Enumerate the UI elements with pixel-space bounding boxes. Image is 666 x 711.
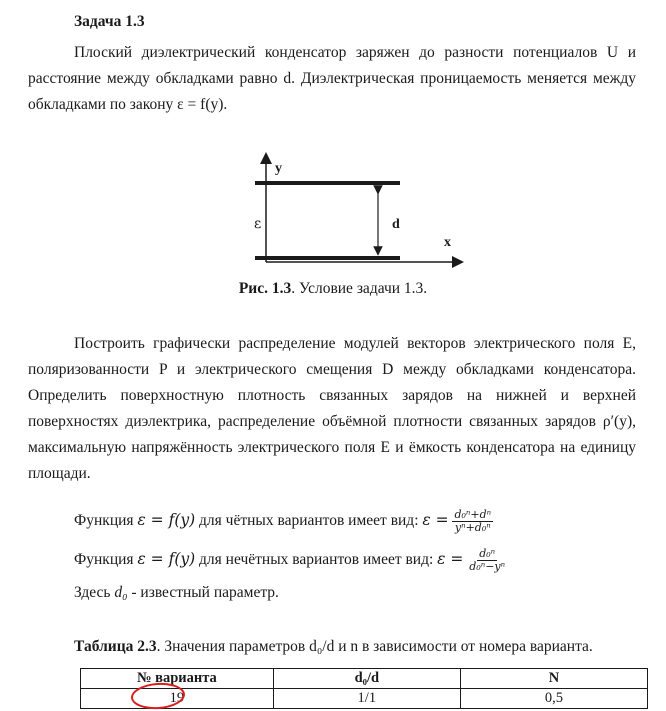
even-function-line: Функция ε = f(y) для чётных вариантов имеет вид: ε = $\frac{\text{d₀ⁿ+dⁿ}}{\text{yⁿ+d₀ⁿ}}$	[74, 508, 492, 534]
here-note: Здесь d₀ - известный параметр.	[74, 584, 279, 601]
y-axis-label: y	[275, 161, 282, 176]
distance-label: d	[392, 217, 400, 232]
intro-text: Плоский диэлектрический конденсатор заряжен до разности потенциалов U и расстояние между обкладками равно d. Диэлектрическая проницаемость меняется между обкладками по закону ε = f(y).	[28, 44, 636, 113]
cell-variant: 19	[81, 689, 274, 709]
cell-d0-d: 1/1	[273, 689, 460, 709]
capacitor-figure	[230, 150, 470, 275]
table-label: Таблица 2.3	[74, 638, 157, 655]
intro-paragraph	[28, 40, 636, 118]
even-formula: ε = f(y)	[137, 511, 196, 530]
task-text: Построить графически распределение модулей векторов электрического поля E, поляризованности P и электрического смещения D между обкладками конденсатора. Определить поверхностную плотность связанных зарядов на нижней и верхней поверхностях диэлектрика, распределение объёмной плотности связанных зарядов ρ′(y), максимальную напряжённость электрического поля E и ёмкость конденсатора на единицу площади.	[28, 335, 636, 482]
caption-text: . Условие задачи 1.3.	[291, 280, 428, 297]
figure-caption	[0, 280, 666, 298]
odd-function-line: Функция ε = f(y) для нечётных вариантов имеет вид: ε = $\frac{\text{d₀ⁿ}}{\text{d₀ⁿ−yⁿ}}$	[74, 547, 506, 573]
header-d0-d: d₀/d	[273, 669, 460, 689]
param-d0: d₀	[114, 584, 128, 601]
epsilon-label: ε	[254, 216, 262, 232]
x-axis-label: x	[444, 235, 451, 250]
cell-n: 0,5	[460, 689, 647, 709]
table-title: Таблица 2.3. Значения параметров d₀/d и n в зависимости от номера варианта.	[74, 638, 593, 655]
header-n: N	[460, 669, 647, 689]
header-variant: № варианта	[81, 669, 274, 689]
task-paragraph	[28, 331, 636, 487]
even-fraction: $\frac{\text{d₀ⁿ+dⁿ}}{\text{yⁿ+d₀ⁿ}}$	[454, 508, 492, 534]
odd-formula: ε = f(y)	[137, 550, 196, 569]
caption-label: Рис. 1.3	[238, 280, 292, 297]
task-title: Задача 1.3	[74, 13, 145, 30]
odd-fraction: $\frac{\text{d₀ⁿ}}{\text{d₀ⁿ−yⁿ}}$	[469, 547, 506, 573]
